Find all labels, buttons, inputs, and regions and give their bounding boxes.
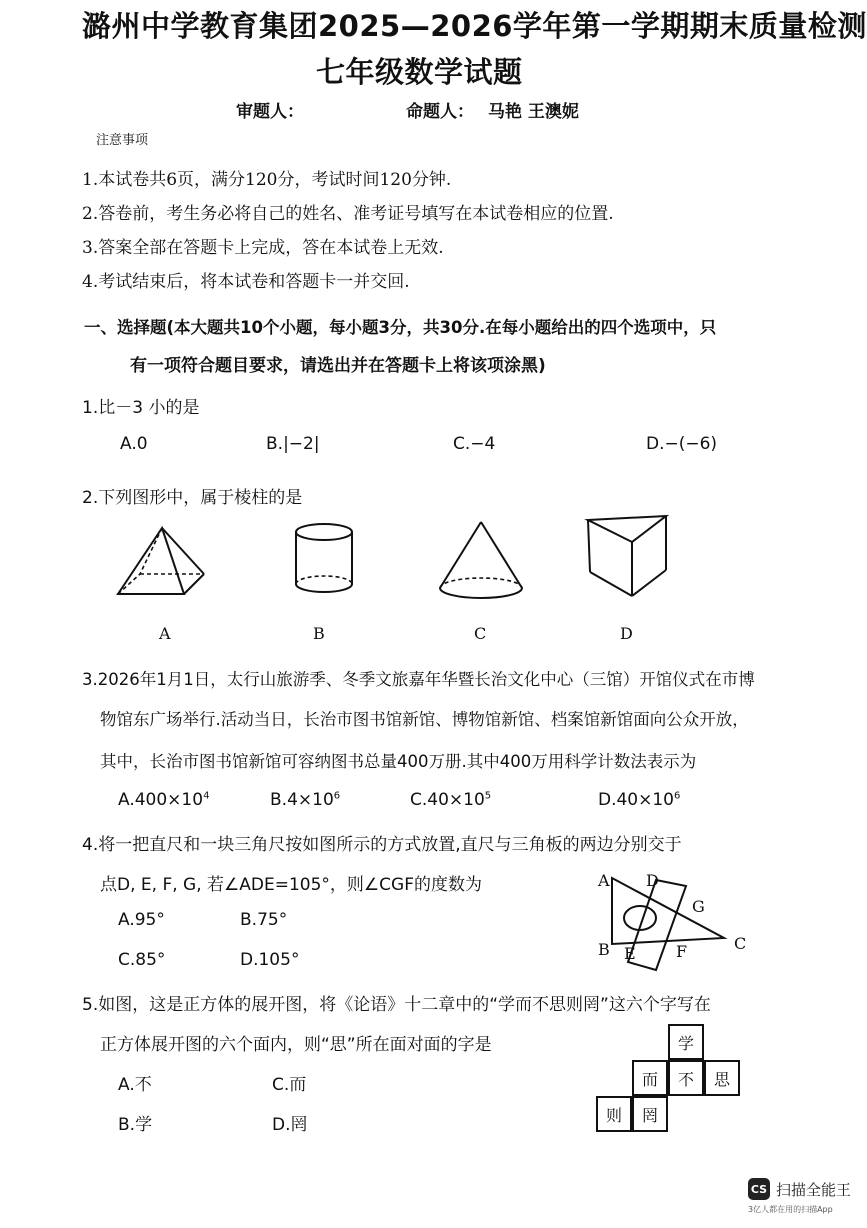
q1-option-d: D.−(−6) [646, 434, 718, 454]
q2-label-d: D [620, 624, 633, 643]
net-cell-si: 思 [704, 1060, 740, 1096]
q1-option-a: A.0 [120, 434, 148, 454]
q4-option-a: A.95° [118, 910, 165, 930]
author-label: 命题人： [406, 102, 474, 122]
q4-stem-line2: 点D, E, F, G, 若∠ADE=105°，则∠CGF的度数为 [100, 875, 482, 895]
pyramid-icon [112, 520, 212, 600]
net-cell-xue: 学 [668, 1024, 704, 1060]
camscanner-logo-icon: CS [748, 1178, 770, 1200]
q5-option-c: C.而 [272, 1075, 307, 1095]
note-2: 2.答卷前，考生务必将自己的姓名、准考证号填写在本试卷相应的位置. [82, 204, 614, 224]
author-names: 马艳 王澳妮 [488, 102, 579, 122]
scanner-watermark [748, 1178, 851, 1200]
point-f-label: F [676, 942, 688, 961]
point-d-label: D [646, 871, 659, 890]
q2-stem: 2.下列图形中，属于棱柱的是 [82, 488, 303, 508]
q2-label-b: B [313, 624, 325, 643]
watermark-tagline: 3亿人都在用的扫描App [748, 1205, 833, 1214]
q3-stem-line2: 物馆东广场举行.活动当日，长治市图书馆新馆、博物馆新馆、档案馆新馆面向公众开放， [100, 710, 749, 729]
q1-option-c: C.−4 [453, 434, 496, 454]
q4-option-d: D.105° [240, 950, 300, 970]
cylinder-icon [292, 520, 356, 600]
q5-stem-line1: 5.如图，这是正方体的展开图，将《论语》十二章中的“学而不思则罔”这六个字写在 [82, 995, 711, 1015]
q2-label-c: C [474, 624, 487, 643]
note-3: 3.答案全部在答题卡上完成，答在本试卷上无效. [82, 238, 444, 258]
net-cell-wang: 罔 [632, 1096, 668, 1132]
q3-option-a: $A.400\times 10^4$ [118, 790, 210, 810]
net-cell-er: 而 [632, 1060, 668, 1096]
net-cell-ze: 则 [596, 1096, 632, 1132]
section1-heading: 一、选择题(本大题共10个小题，每小题3分，共30分.在每小题给出的四个选项中，只 [84, 318, 717, 337]
q1-option-b: B.|−2| [266, 434, 320, 454]
reviewer-label: 审题人： [236, 102, 304, 122]
point-e-label: E [624, 944, 636, 963]
point-g-label: G [692, 897, 705, 916]
q4-option-c: C.85° [118, 950, 166, 970]
q1-stem: 1.比－3 小的是 [82, 398, 200, 418]
point-a-label: A [598, 871, 610, 890]
q2-label-a: A [159, 624, 171, 643]
note-4: 4.考试结束后，将本试卷和答题卡一并交回. [82, 272, 410, 292]
q3-stem-line3: 其中，长治市图书馆新馆可容纳图书总量400万册.其中400万用科学计数法表示为 [100, 752, 697, 771]
q4-option-b: B.75° [240, 910, 288, 930]
exam-subtitle: 七年级数学试题 [316, 55, 523, 89]
q5-option-d: D.罔 [272, 1115, 308, 1135]
ruler-triangle-figure [594, 866, 754, 976]
exam-title: 潞州中学教育集团2025—2026学年第一学期期末质量检测 [82, 9, 867, 43]
section1-heading-cont: 有一项符合题目要求，请选出并在答题卡上将该项涂黑) [130, 356, 546, 376]
point-b-label: B [598, 940, 610, 959]
net-cell-bu: 不 [668, 1060, 704, 1096]
point-c-label: C [734, 934, 747, 953]
q4-stem-line1: 4.将一把直尺和一块三角尺按如图所示的方式放置,直尺与三角板的两边分别交于 [82, 835, 682, 855]
q5-option-a: A.不 [118, 1075, 152, 1095]
q3-option-d: $D.40\times 10^6$ [598, 790, 681, 810]
triangular-prism-icon [584, 512, 670, 602]
q3-option-b: $B.4\times 10^6$ [270, 790, 341, 810]
watermark-app-name: 扫描全能王 [776, 1180, 852, 1199]
q5-stem-line2: 正方体展开图的六个面内，则“思”所在面对面的字是 [100, 1035, 492, 1055]
note-1: 1.本试卷共6页，满分120分，考试时间120分钟. [82, 170, 452, 190]
q3-option-c: $C.40\times 10^5$ [410, 790, 492, 810]
q3-stem-line1: 3.2026年1月1日，太行山旅游季、冬季文旅嘉年华暨长治文化中心（三馆）开馆仪式在市博 [82, 670, 755, 689]
cone-icon [436, 518, 526, 602]
q5-option-b: B.学 [118, 1115, 153, 1135]
notes-heading: 注意事项 [96, 133, 149, 148]
